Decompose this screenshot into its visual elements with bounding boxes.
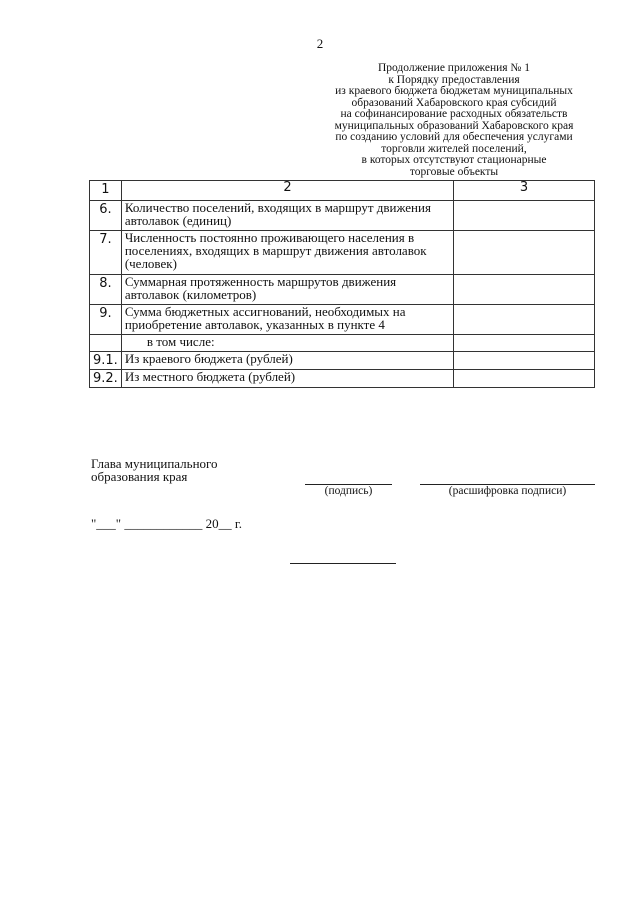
date-line: "___" ____________ 20__ г.	[91, 516, 242, 531]
header-line: из краевого бюджета бюджетам муниципальных	[335, 85, 573, 97]
decode-caption: (расшифровка подписи)	[448, 485, 567, 497]
header-line: муниципальных образований Хабаровского края	[334, 119, 574, 132]
column-header: 3	[454, 181, 595, 201]
row-text: Из местного бюджета (рублей)	[121, 370, 453, 388]
table-row	[90, 352, 595, 370]
row-number	[90, 335, 122, 352]
row-value	[454, 305, 595, 335]
signature-title	[91, 457, 218, 483]
header-line: в которых отсутствуют стационарные	[361, 154, 547, 166]
row-text: Из краевого бюджета (рублей)	[121, 352, 453, 370]
separator-line	[290, 563, 396, 564]
row-text: Сумма бюджетных ассигнований, необходимых на приобретение автолавок, указанных в пункте 4	[121, 305, 453, 335]
table-row	[90, 335, 595, 352]
table-row	[90, 231, 595, 275]
row-value	[454, 352, 595, 370]
row-number: 9.1.	[90, 352, 122, 370]
row-value	[454, 231, 595, 275]
row-text: в том числе:	[121, 335, 453, 352]
table-row	[90, 201, 595, 231]
header-line: Продолжение приложения № 1	[377, 62, 531, 74]
column-header: 1	[90, 181, 122, 201]
row-value	[454, 335, 595, 352]
signature-title-line: образования края	[91, 469, 188, 484]
signature-title-line: Глава муниципального	[91, 456, 218, 471]
row-value	[454, 370, 595, 388]
header-line: на софинансирование расходных обязательств	[340, 108, 568, 120]
row-text: Численность постоянно проживающего населения в поселениях, входящих в маршрут движения автолавок (человек)	[121, 231, 453, 275]
table-row	[90, 305, 595, 335]
table-row	[90, 275, 595, 305]
row-number: 9.	[90, 305, 122, 335]
header-line: к Порядку предоставления	[388, 73, 520, 86]
table-row	[90, 370, 595, 388]
page-number: 2	[316, 36, 324, 51]
row-number: 9.2.	[90, 370, 122, 388]
header-line: образований Хабаровского края субсидий	[351, 96, 557, 109]
header-line: торговые объекты	[409, 165, 499, 178]
appendix-header	[318, 63, 590, 178]
data-table	[89, 180, 595, 388]
signature-caption: (подпись)	[324, 485, 373, 497]
row-value	[454, 275, 595, 305]
header-line: по созданию условий для обеспечения услугами	[335, 131, 573, 143]
header-line: торговли жителей поселений,	[381, 142, 527, 155]
row-number: 6.	[90, 201, 122, 231]
table-header-row	[90, 181, 595, 201]
row-number: 8.	[90, 275, 122, 305]
row-text: Количество поселений, входящих в маршрут движения автолавок (единиц)	[121, 201, 453, 231]
column-header: 2	[121, 181, 453, 201]
row-text: Суммарная протяженность маршрутов движения автолавок (километров)	[121, 275, 453, 305]
row-number: 7.	[90, 231, 122, 275]
row-value	[454, 201, 595, 231]
